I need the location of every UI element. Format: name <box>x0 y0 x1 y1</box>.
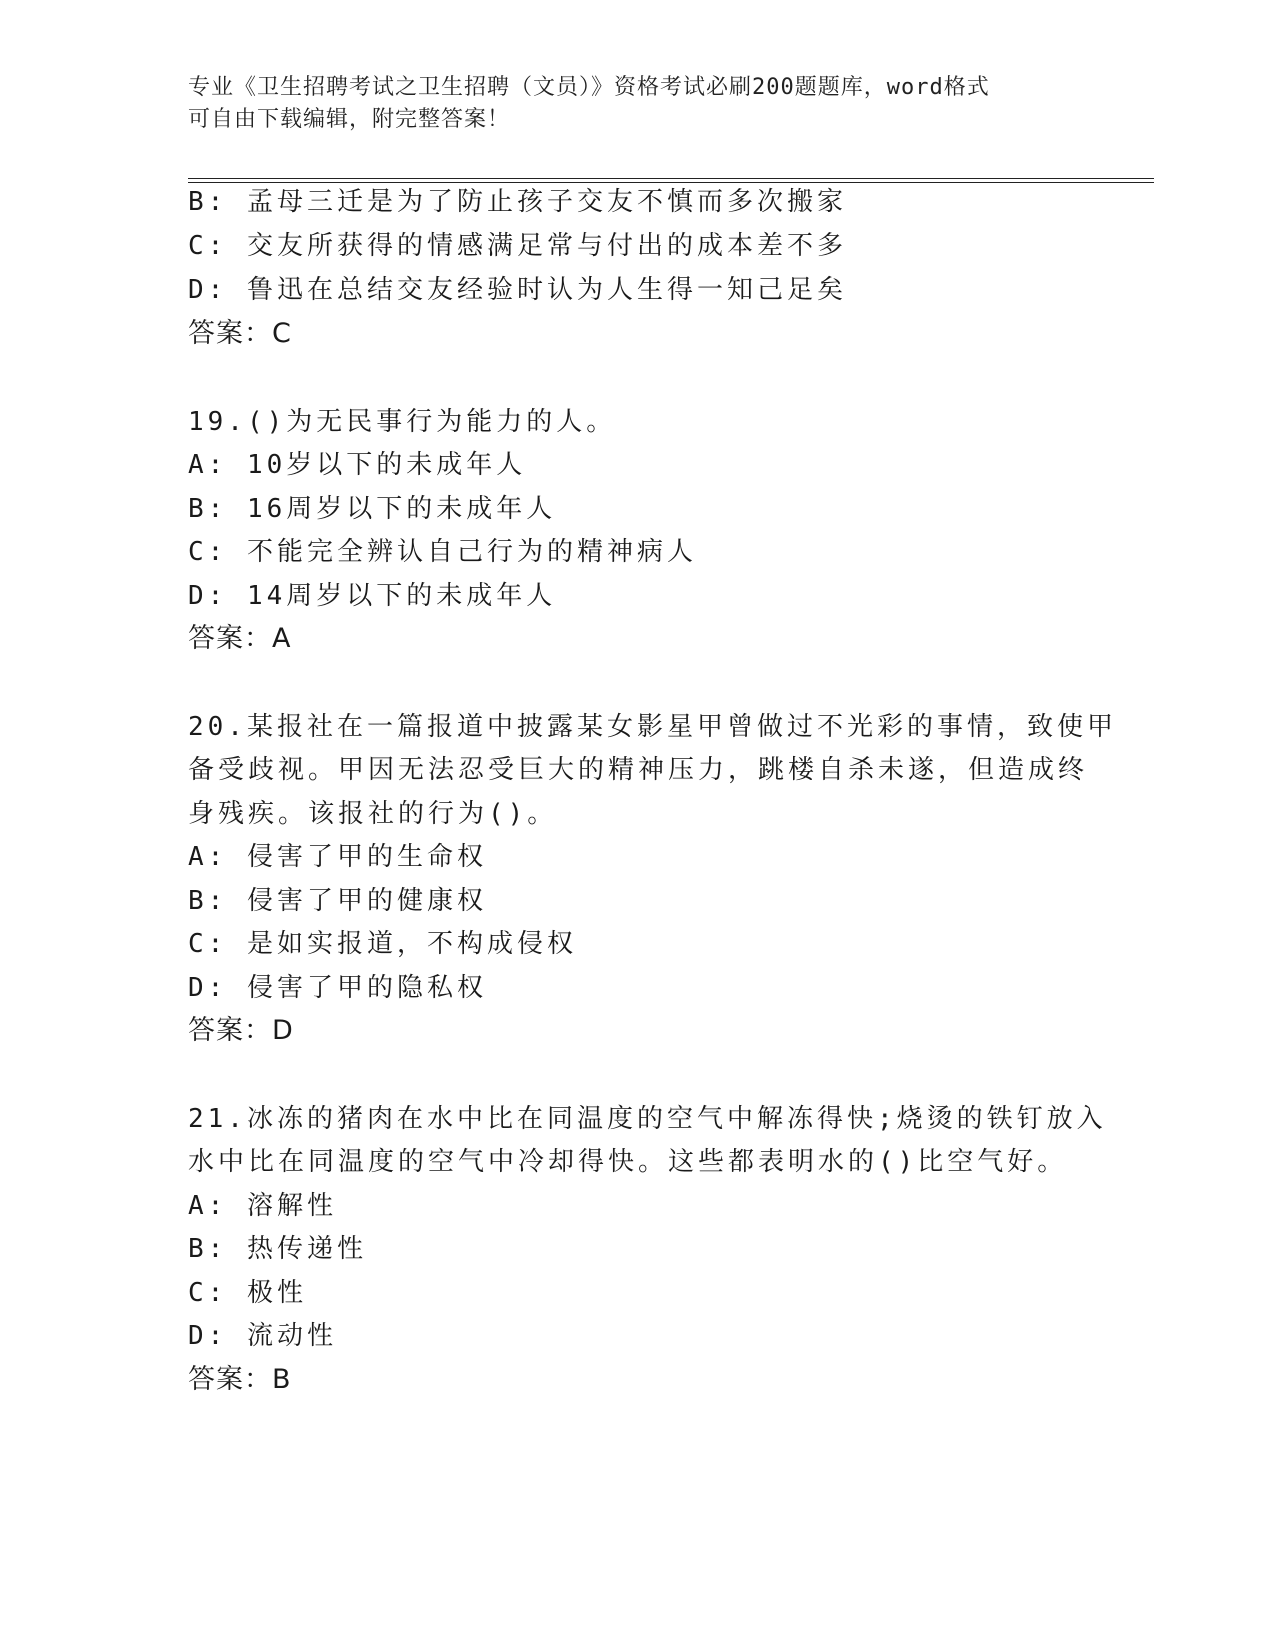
option-d: D: 鲁迅在总结交友经验时认为人生得一知己足矣 <box>188 275 847 305</box>
answer-label: 答案：C <box>188 318 292 349</box>
question-stem-line-3: 身残疾。该报社的行为()。 <box>188 799 558 829</box>
answer-label: 答案：A <box>188 623 292 654</box>
option-a: A: 溶解性 <box>188 1191 337 1221</box>
question-stem-line-2: 水中比在同温度的空气中冷却得快。这些都表明水的()比空气好。 <box>188 1147 1068 1177</box>
option-d: D: 14周岁以下的未成年人 <box>188 581 557 611</box>
header-divider-top <box>188 178 1154 179</box>
option-c: C: 极性 <box>188 1278 307 1308</box>
option-b: B: 侵害了甲的健康权 <box>188 886 487 916</box>
option-c: C: 交友所获得的情感满足常与付出的成本差不多 <box>188 231 847 261</box>
option-d: D: 流动性 <box>188 1321 337 1351</box>
page-header <box>188 72 1088 136</box>
answer-label: 答案：D <box>188 1015 294 1046</box>
question-stem-line-1: 20.某报社在一篇报道中披露某女影星甲曾做过不光彩的事情，致使甲 <box>188 712 1117 742</box>
option-b: B: 孟母三迁是为了防止孩子交友不慎而多次搬家 <box>188 187 847 217</box>
option-c: C: 是如实报道，不构成侵权 <box>188 929 577 959</box>
option-b: B: 热传递性 <box>188 1234 367 1264</box>
answer-label: 答案：B <box>188 1364 292 1395</box>
question-stem: 19.()为无民事行为能力的人。 <box>188 407 617 437</box>
option-a: A: 10岁以下的未成年人 <box>188 450 527 480</box>
option-d: D: 侵害了甲的隐私权 <box>188 973 487 1003</box>
option-c: C: 不能完全辨认自己行为的精神病人 <box>188 537 697 567</box>
header-title-line-2: 可自由下载编辑，附完整答案！ <box>188 107 511 132</box>
header-title-line-1: 专业《卫生招聘考试之卫生招聘（文员）》资格考试必刷200题题库，word格式 <box>188 75 990 100</box>
option-a: A: 侵害了甲的生命权 <box>188 842 487 872</box>
question-stem-line-1: 21.冰冻的猪肉在水中比在同温度的空气中解冻得快;烧烫的铁钉放入 <box>188 1104 1107 1134</box>
option-b: B: 16周岁以下的未成年人 <box>188 494 557 524</box>
question-stem-line-2: 备受歧视。甲因无法忍受巨大的精神压力，跳楼自杀未遂，但造成终 <box>188 755 1089 785</box>
